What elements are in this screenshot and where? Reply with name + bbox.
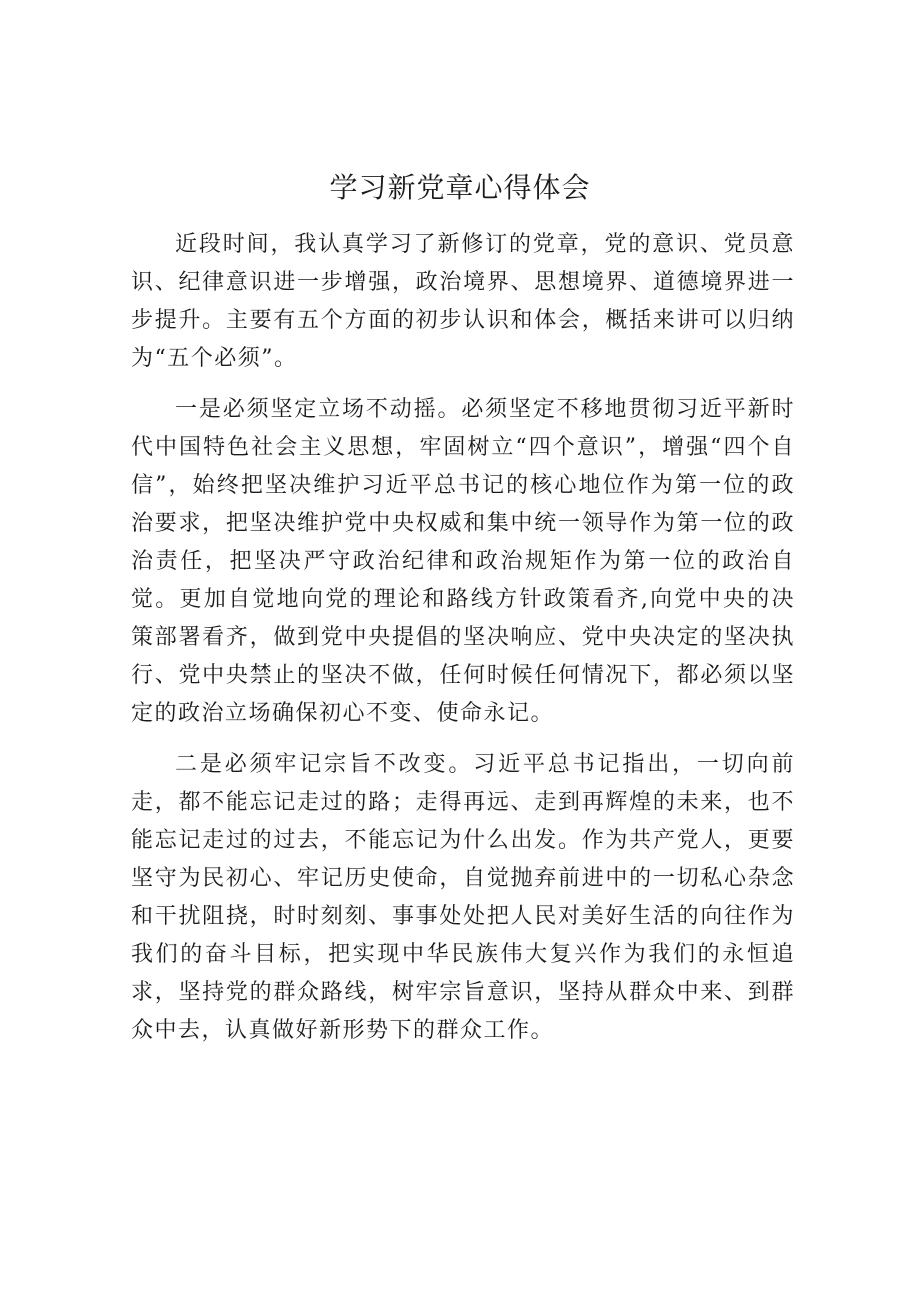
paragraph-point-one: 一是必须坚定立场不动摇。必须坚定不移地贯彻习近平新时代中国特色社会主义思想，牢固树立“四个意识”，增强“四个自信”，始终把坚决维护习近平总书记的核心地位作为第一位的政治要求，把坚决维护党中央权威和集中统一领导作为第一位的政治责任，把坚决严守政治纪律和政治规矩作为第一位的政治自觉。更加自觉地向党的理论和路线方针政策看齐,向党中央的决策部署看齐，做到党中央提倡的坚决响应、党中央决定的坚决执行、党中央禁止的坚决不做，任何时候任何情况下，都必须以坚定的政治立场确保初心不变、使命永记。 bbox=[131, 397, 795, 726]
paragraph-intro: 近段时间，我认真学习了新修订的党章，党的意识、党员意识、纪律意识进一步增强，政治境界、思想境界、道德境界进一步提升。主要有五个方面的初步认识和体会，概括来讲可以归纳为“五个必须”。 bbox=[131, 232, 795, 371]
paragraph-point-two: 二是必须牢记宗旨不改变。习近平总书记指出，一切向前走，都不能忘记走过的路；走得再远、走到再辉煌的未来，也不能忘记走过的过去，不能忘记为什么出发。作为共产党人，更要坚守为民初心、牢记历史使命，自觉抛弃前进中的一切私心杂念和干扰阻挠，时时刻刻、事事处处把人民对美好生活的向往作为我们的奋斗目标，把实现中华民族伟大复兴作为我们的永恒追求，坚持党的群众路线，树牢宗旨意识，坚持从群众中来、到群众中去，认真做好新形势下的群众工作。 bbox=[131, 752, 795, 1043]
page-title: 学习新党章心得体会 bbox=[329, 171, 591, 204]
document-body bbox=[131, 226, 795, 1063]
